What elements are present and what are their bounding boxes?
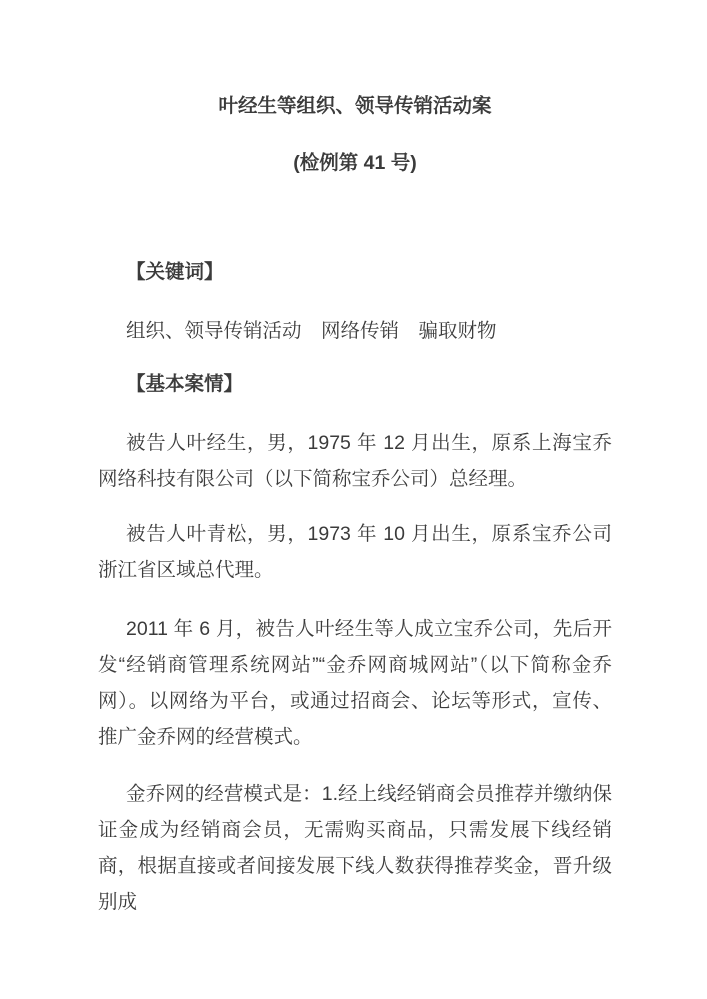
paragraph-company-founding: 2011 年 6 月，被告人叶经生等人成立宝乔公司，先后开发“经销商管理系统网站”“金乔网商城网站”（以下简称金乔网）。以网络为平台，或通过招商会、论坛等形式，宣传、推广金乔网的经营模式。 <box>98 618 612 748</box>
paragraph-defendant-ye-qingsong: 被告人叶青松，男，1973 年 10 月出生，原系宝乔公司浙江省区域总代理。 <box>98 523 612 581</box>
document-title: 叶经生等组织、领导传销活动案 <box>218 95 492 117</box>
case-number: (检例第 41 号) <box>293 152 417 174</box>
keywords-text: 组织、领导传销活动 网络传销 骗取财物 <box>126 320 497 342</box>
keywords-heading: 【关键词】 <box>126 261 224 283</box>
paragraph-business-model: 金乔网的经营模式是：1.经上线经销商会员推荐并缴纳保证金成为经销商会员，无需购买商品，只需发展下线经销商，根据直接或者间接发展下线人数获得推荐奖金，晋升级别成 <box>98 783 612 913</box>
facts-heading: 【基本案情】 <box>126 373 244 395</box>
paragraph-defendant-ye-jingsheng: 被告人叶经生，男，1975 年 12 月出生，原系上海宝乔网络科技有限公司（以下简称宝乔公司）总经理。 <box>98 432 612 490</box>
